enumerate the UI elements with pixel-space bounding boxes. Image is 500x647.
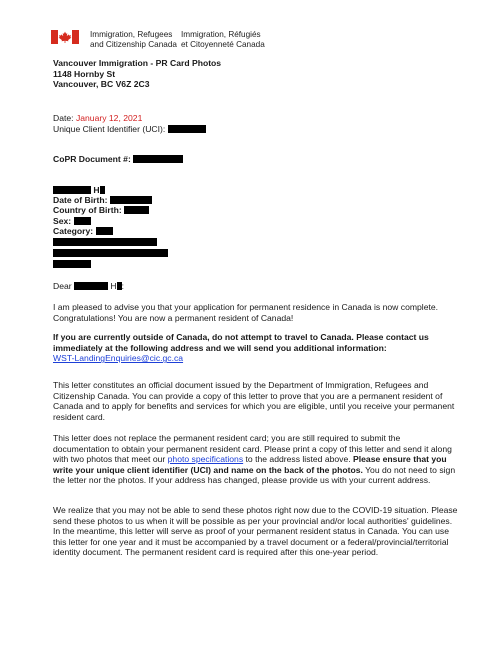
uci-line bbox=[53, 124, 458, 135]
address-line2: 1148 Hornby St bbox=[53, 68, 116, 79]
category-line bbox=[53, 226, 458, 237]
greeting-prefix: Dear bbox=[53, 281, 72, 291]
agency-name-en bbox=[90, 30, 177, 49]
redaction-copr bbox=[133, 155, 183, 163]
recipient-office-address bbox=[53, 58, 458, 90]
para2-bold-text: If you are currently outside of Canada, do not attempt to travel to Canada. Please contact us immediately at the following address and we will send you additional information: bbox=[53, 332, 429, 353]
para4-part2: to the address listed above. bbox=[245, 454, 351, 465]
paragraph-congratulations bbox=[53, 302, 458, 323]
paragraph-outside-canada bbox=[53, 332, 458, 364]
paragraph-covid-19 bbox=[53, 505, 458, 558]
para4-text bbox=[53, 433, 458, 486]
recipient-name-line bbox=[53, 185, 458, 196]
redaction-address-line2 bbox=[53, 249, 168, 257]
para4-bold-text: Please ensure that you write your unique client identifier (UCI) and name on the back of the photos. bbox=[53, 454, 447, 475]
para3-text: This letter constitutes an official document issued by the Department of Immigration, Refugees and Citizenship Canada. You can provide a copy of this letter to prove that you are a permanent resident of Canada and to apply for benefits and services for which you are eligible, until you receive your permanent resident card. bbox=[53, 380, 455, 422]
paragraph-pr-card-photos bbox=[53, 433, 458, 486]
para1-text: I am pleased to advise you that your application for permanent residence in Canada is now complete. Congratulations! You are now a permanent resident of Canada! bbox=[53, 302, 439, 323]
greeting-line bbox=[53, 281, 458, 292]
paragraph-official-document bbox=[53, 380, 458, 422]
photo-specifications-link[interactable]: photo specifications bbox=[167, 454, 244, 465]
dob-line bbox=[53, 195, 458, 206]
date-label: Date: bbox=[53, 113, 74, 123]
agency-name-fr bbox=[181, 30, 265, 49]
agency-en-line2: and Citizenship Canada bbox=[90, 39, 177, 49]
category-label: Category: bbox=[53, 226, 94, 236]
greeting-colon: : bbox=[121, 281, 125, 291]
para4-part3: You do not need to sign the letter nor the photos. If your address has changed, please provide us with your current address. bbox=[53, 464, 456, 486]
redaction-category bbox=[96, 227, 113, 235]
agency-fr-line1: Immigration, Réfugiés bbox=[181, 30, 261, 39]
agency-fr-line2: et Citoyenneté Canada bbox=[181, 39, 265, 49]
date-value: January 12, 2021 bbox=[75, 113, 143, 123]
greeting-suffix: H bbox=[110, 281, 117, 291]
recipient-name-suffix: H bbox=[93, 185, 100, 195]
para4-part1: This letter does not replace the permanent resident card; you are still required to submit the documentation to obtain your permanent resident card. Please print a copy of this letter and send it along with two photos that meet our bbox=[53, 433, 452, 465]
address-line3: Vancouver, BC V6Z 2C3 bbox=[53, 79, 150, 90]
redaction-greeting-name bbox=[74, 282, 108, 290]
sex-line bbox=[53, 216, 458, 227]
redaction-address-line3 bbox=[53, 260, 91, 268]
para5-text: We realize that you may not be able to send these photos right now due to the COVID-19 situation. Please send these photos to us when it will be possible as per your provincial and/or local authorities' guidelines. In the meantime, this letter will serve as proof of your permanent resident status in Canada. You can use this letter for one year and it must be accompanied by a travel document or a federal/provincial/territorial identity document. The permanent resident card is required after this one-year period. bbox=[53, 505, 458, 558]
address-line1: Vancouver Immigration - PR Card Photos bbox=[53, 58, 222, 68]
redaction-dob bbox=[110, 196, 152, 204]
redaction-address-line1 bbox=[53, 238, 157, 246]
canada-flag-icon bbox=[51, 30, 79, 44]
dob-label: Date of Birth: bbox=[53, 195, 108, 205]
country-line bbox=[53, 205, 458, 216]
landing-enquiries-email-link[interactable]: WST-LandingEnquiries@cic.gc.ca bbox=[53, 353, 184, 364]
country-label: Country of Birth: bbox=[53, 205, 122, 215]
copr-label: CoPR Document #: bbox=[53, 154, 131, 164]
copr-line bbox=[53, 154, 458, 165]
redaction-sex bbox=[74, 217, 91, 225]
uci-label: Unique Client Identifier (UCI): bbox=[53, 124, 166, 134]
redaction-recipient-name bbox=[53, 186, 91, 194]
sex-label: Sex: bbox=[53, 216, 72, 226]
redaction-uci bbox=[168, 125, 206, 133]
redaction-country bbox=[124, 206, 149, 214]
redaction-recipient-name-tail bbox=[100, 186, 105, 194]
date-line bbox=[53, 113, 458, 124]
agency-en-line1: Immigration, Refugees bbox=[90, 30, 173, 39]
